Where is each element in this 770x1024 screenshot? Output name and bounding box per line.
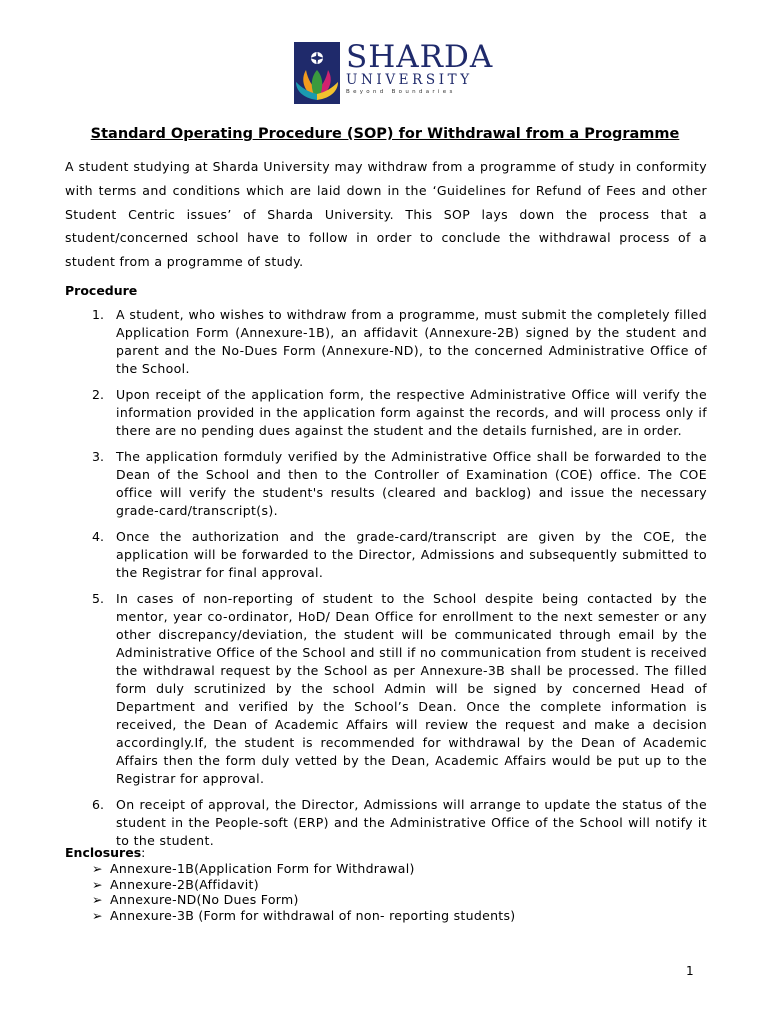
procedure-step	[65, 528, 707, 582]
step-text: On receipt of approval, the Director, Admissions will arrange to update the status of the student in the People-soft (ERP) and the Administrative Office of the School will notify it to the student.	[116, 797, 707, 848]
procedure-steps-list	[65, 306, 707, 858]
logo-wordmark: SHARDA	[346, 39, 494, 75]
enclosure-item	[92, 892, 516, 908]
enclosure-label: Annexure-2B(Affidavit)	[110, 876, 259, 892]
enclosure-label: Annexure-1B(Application Form for Withdrawal)	[110, 861, 415, 876]
step-number: 1.	[92, 307, 104, 322]
sharda-flame-logo-icon	[294, 42, 340, 104]
procedure-step	[65, 306, 707, 378]
step-number: 6.	[92, 797, 104, 812]
step-text: Upon receipt of the application form, the respective Administrative Office will verify the information provided in the application form against the records, and will process only if there are no pending dues against the student and the details furnished, are in order.	[116, 387, 707, 438]
step-text: A student, who wishes to withdraw from a programme, must submit the completely filled Application Form (Annexure-1B), an affidavit (Annexure-2B) signed by the student and parent and the No-Dues Form (Annexure-ND), to the concerned Administrative Office of the School.	[116, 307, 707, 376]
procedure-heading: Procedure	[65, 283, 138, 298]
arrow-bullet-icon: ➢	[92, 907, 103, 923]
step-text: In cases of non-reporting of student to the School despite being contacted by the mentor, year co-ordinator, HoD/ Dean Office for enrollment to the next semester or any other discrepancy/deviation, the student will be communicated through email by the Administrative Office of the School and still if no communication from student is received the withdrawal request by the School as per Annexure-3B shall be processed. The filled form duly scrutinized by the school Admin will be signed by concerned Head of Department and verified by the School’s Dean. Once the complete information is received, the Dean of Academic Affairs will review the request and make a decision accordingly.If, the student is recommended for withdrawal by the Dean of Academic Affairs then the form duly vetted by the Dean, Academic Affairs would be put up to the Registrar for approval.	[116, 591, 707, 786]
step-number: 3.	[92, 449, 104, 464]
arrow-bullet-icon: ➢	[92, 861, 103, 876]
enclosure-item	[92, 861, 516, 877]
enclosure-label: Annexure-ND(No Dues Form)	[110, 892, 299, 907]
enclosure-item	[92, 877, 516, 893]
procedure-step	[65, 796, 707, 850]
arrow-bullet-icon: ➢	[92, 876, 103, 892]
enclosures-list	[92, 861, 516, 923]
page-number: 1	[686, 964, 694, 978]
step-text: Once the authorization and the grade-card/transcript are given by the COE, the application will be forwarded to the Director, Admissions and subsequently submitted to the Registrar for final approval.	[116, 529, 707, 580]
enclosure-label: Annexure-3B (Form for withdrawal of non- reporting students)	[110, 907, 516, 923]
sharda-university-logo	[294, 39, 506, 108]
document-title: Standard Operating Procedure (SOP) for Withdrawal from a Programme	[90, 126, 680, 142]
enclosures-heading-label: Enclosures	[65, 845, 142, 860]
procedure-step	[65, 590, 707, 788]
step-number: 4.	[92, 529, 104, 544]
step-text: The application formduly verified by the Administrative Office shall be forwarded to the Dean of the School and then to the Controller of Examination (COE) office. The COE office will verify the student's results (cleared and backlog) and issue the necessary grade-card/transcript(s).	[116, 449, 707, 518]
enclosure-item	[92, 908, 516, 924]
enclosures-heading	[65, 845, 145, 860]
logo-subname: UNIVERSITY	[346, 72, 473, 88]
procedure-step	[65, 386, 707, 440]
intro-paragraph: A student studying at Sharda University may withdraw from a programme of study in conformity with terms and conditions which are laid down in the ‘Guidelines for Refund of Fees and other Student Centric issues’ of Sharda University. This SOP lays down the process that a student/concerned school have to follow in order to conclude the withdrawal process of a student from a programme of study.	[65, 159, 707, 270]
enclosures-heading-colon: :	[141, 845, 146, 860]
procedure-step	[65, 448, 707, 520]
step-number: 5.	[92, 591, 104, 606]
logo-tagline: Beyond Boundaries	[346, 89, 456, 95]
step-number: 2.	[92, 387, 104, 402]
arrow-bullet-icon: ➢	[92, 892, 103, 907]
